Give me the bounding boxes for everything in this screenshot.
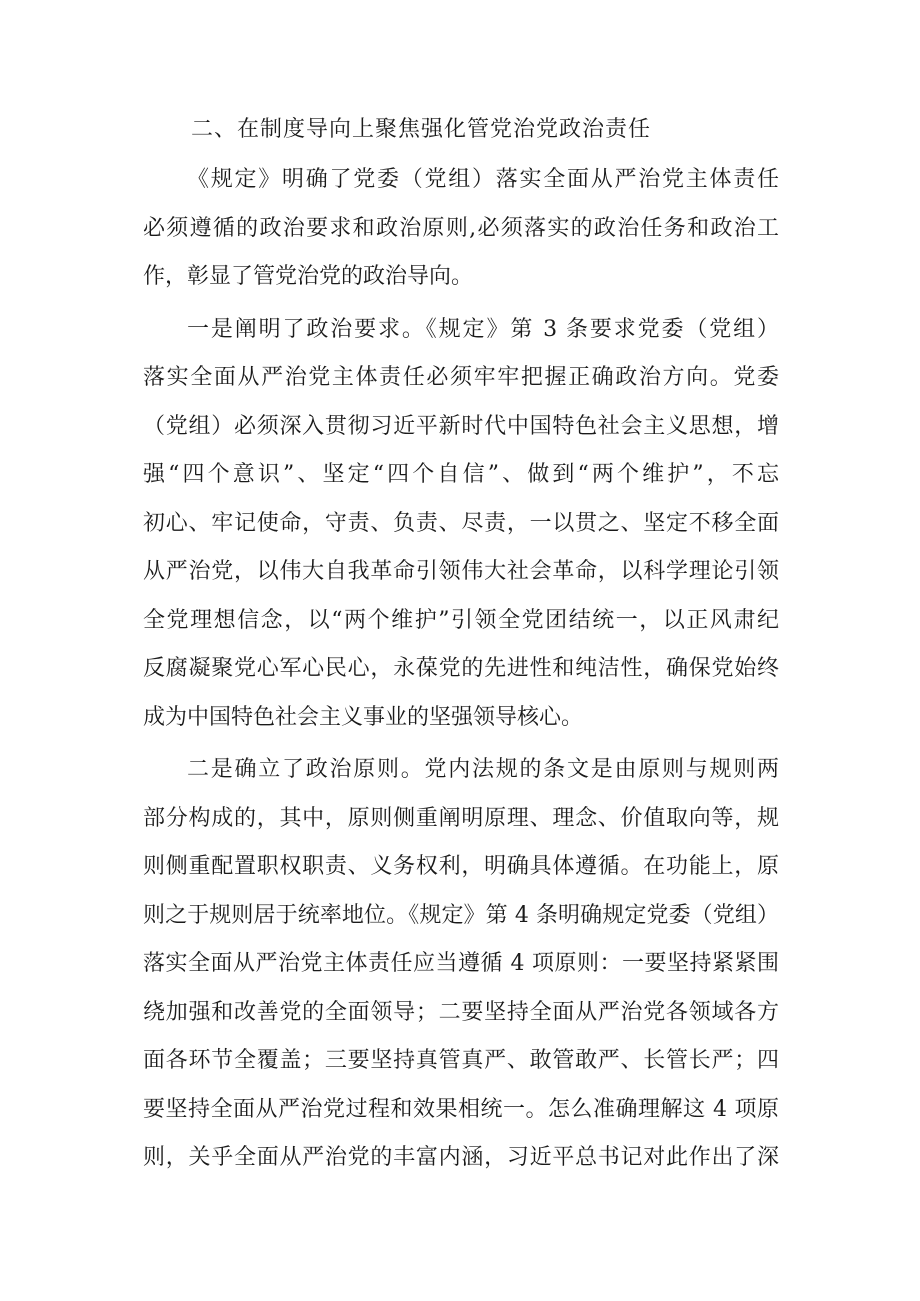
paragraph-line: 全党理想信念，以“两个维护”引领全党团结统一，以正风肃纪 xyxy=(143,607,779,633)
document-body xyxy=(143,108,779,1187)
paragraph-line: 则，关乎全面从严治党的丰富内涵，习近平总书记对此作出了深 xyxy=(143,1145,779,1170)
section-heading: 二、在制度导向上聚焦强化管党治党政治责任 xyxy=(191,117,652,142)
paragraph-line: 落实全面从严治党主体责任必须牢牢把握正确政治方向。党委 xyxy=(143,365,779,390)
paragraph-line: 一是阐明了政治要求。《规定》第 3 条要求党委（党组） xyxy=(187,316,779,342)
paragraph-line: 则侧重配置职权职责、义务权利，明确具体遵循。在功能上，原 xyxy=(143,854,779,879)
paragraph-line: 《规定》明确了党委（党组）落实全面从严治党主体责任 xyxy=(187,167,779,192)
paragraph-line: 成为中国特色社会主义事业的坚强领导核心。 xyxy=(143,704,584,730)
paragraph-line: 从严治党，以伟大自我革命引领伟大社会革命，以科学理论引领 xyxy=(143,559,779,584)
paragraph-political-principles xyxy=(143,746,779,1183)
paragraph-political-requirements xyxy=(143,306,779,743)
paragraph-line: 绕加强和改善党的全面领导；二要坚持全面从严治党各领域各方 xyxy=(143,999,779,1025)
paragraph-line: 必须遵循的政治要求和政治原则,必须落实的政治任务和政治工 xyxy=(143,215,779,241)
paragraph-line: 部分构成的，其中，原则侧重阐明原理、理念、价值取向等，规 xyxy=(143,805,779,831)
paragraph-line: 反腐凝聚党心军心民心，永葆党的先进性和纯洁性，确保党始终 xyxy=(143,656,779,681)
paragraph-line: 面各环节全覆盖；三要坚持真管真严、敢管敢严、长管长严；四 xyxy=(143,1048,779,1073)
paragraph-line: 要坚持全面从严治党过程和效果相统一。怎么准确理解这 4 项原 xyxy=(143,1096,779,1122)
paragraph-intro xyxy=(143,156,779,302)
paragraph-line: 初心、牢记使命，守责、负责、尽责，一以贯之、坚定不移全面 xyxy=(143,510,779,536)
paragraph-line: 落实全面从严治党主体责任应当遵循 4 项原则：一要坚持紧紧围 xyxy=(143,951,779,976)
paragraph-line: 作，彰显了管党治党的政治导向。 xyxy=(143,264,474,289)
paragraph-line: 强“四个意识”、坚定“四个自信”、做到“两个维护”，不忘 xyxy=(143,462,779,487)
paragraph-line: 则之于规则居于统率地位。《规定》第 4 条明确规定党委（党组） xyxy=(143,902,779,928)
paragraph-line: （党组）必须深入贯彻习近平新时代中国特色社会主义思想，增 xyxy=(143,413,779,439)
paragraph-line: 二是确立了政治原则。党内法规的条文是由原则与规则两 xyxy=(187,757,779,782)
